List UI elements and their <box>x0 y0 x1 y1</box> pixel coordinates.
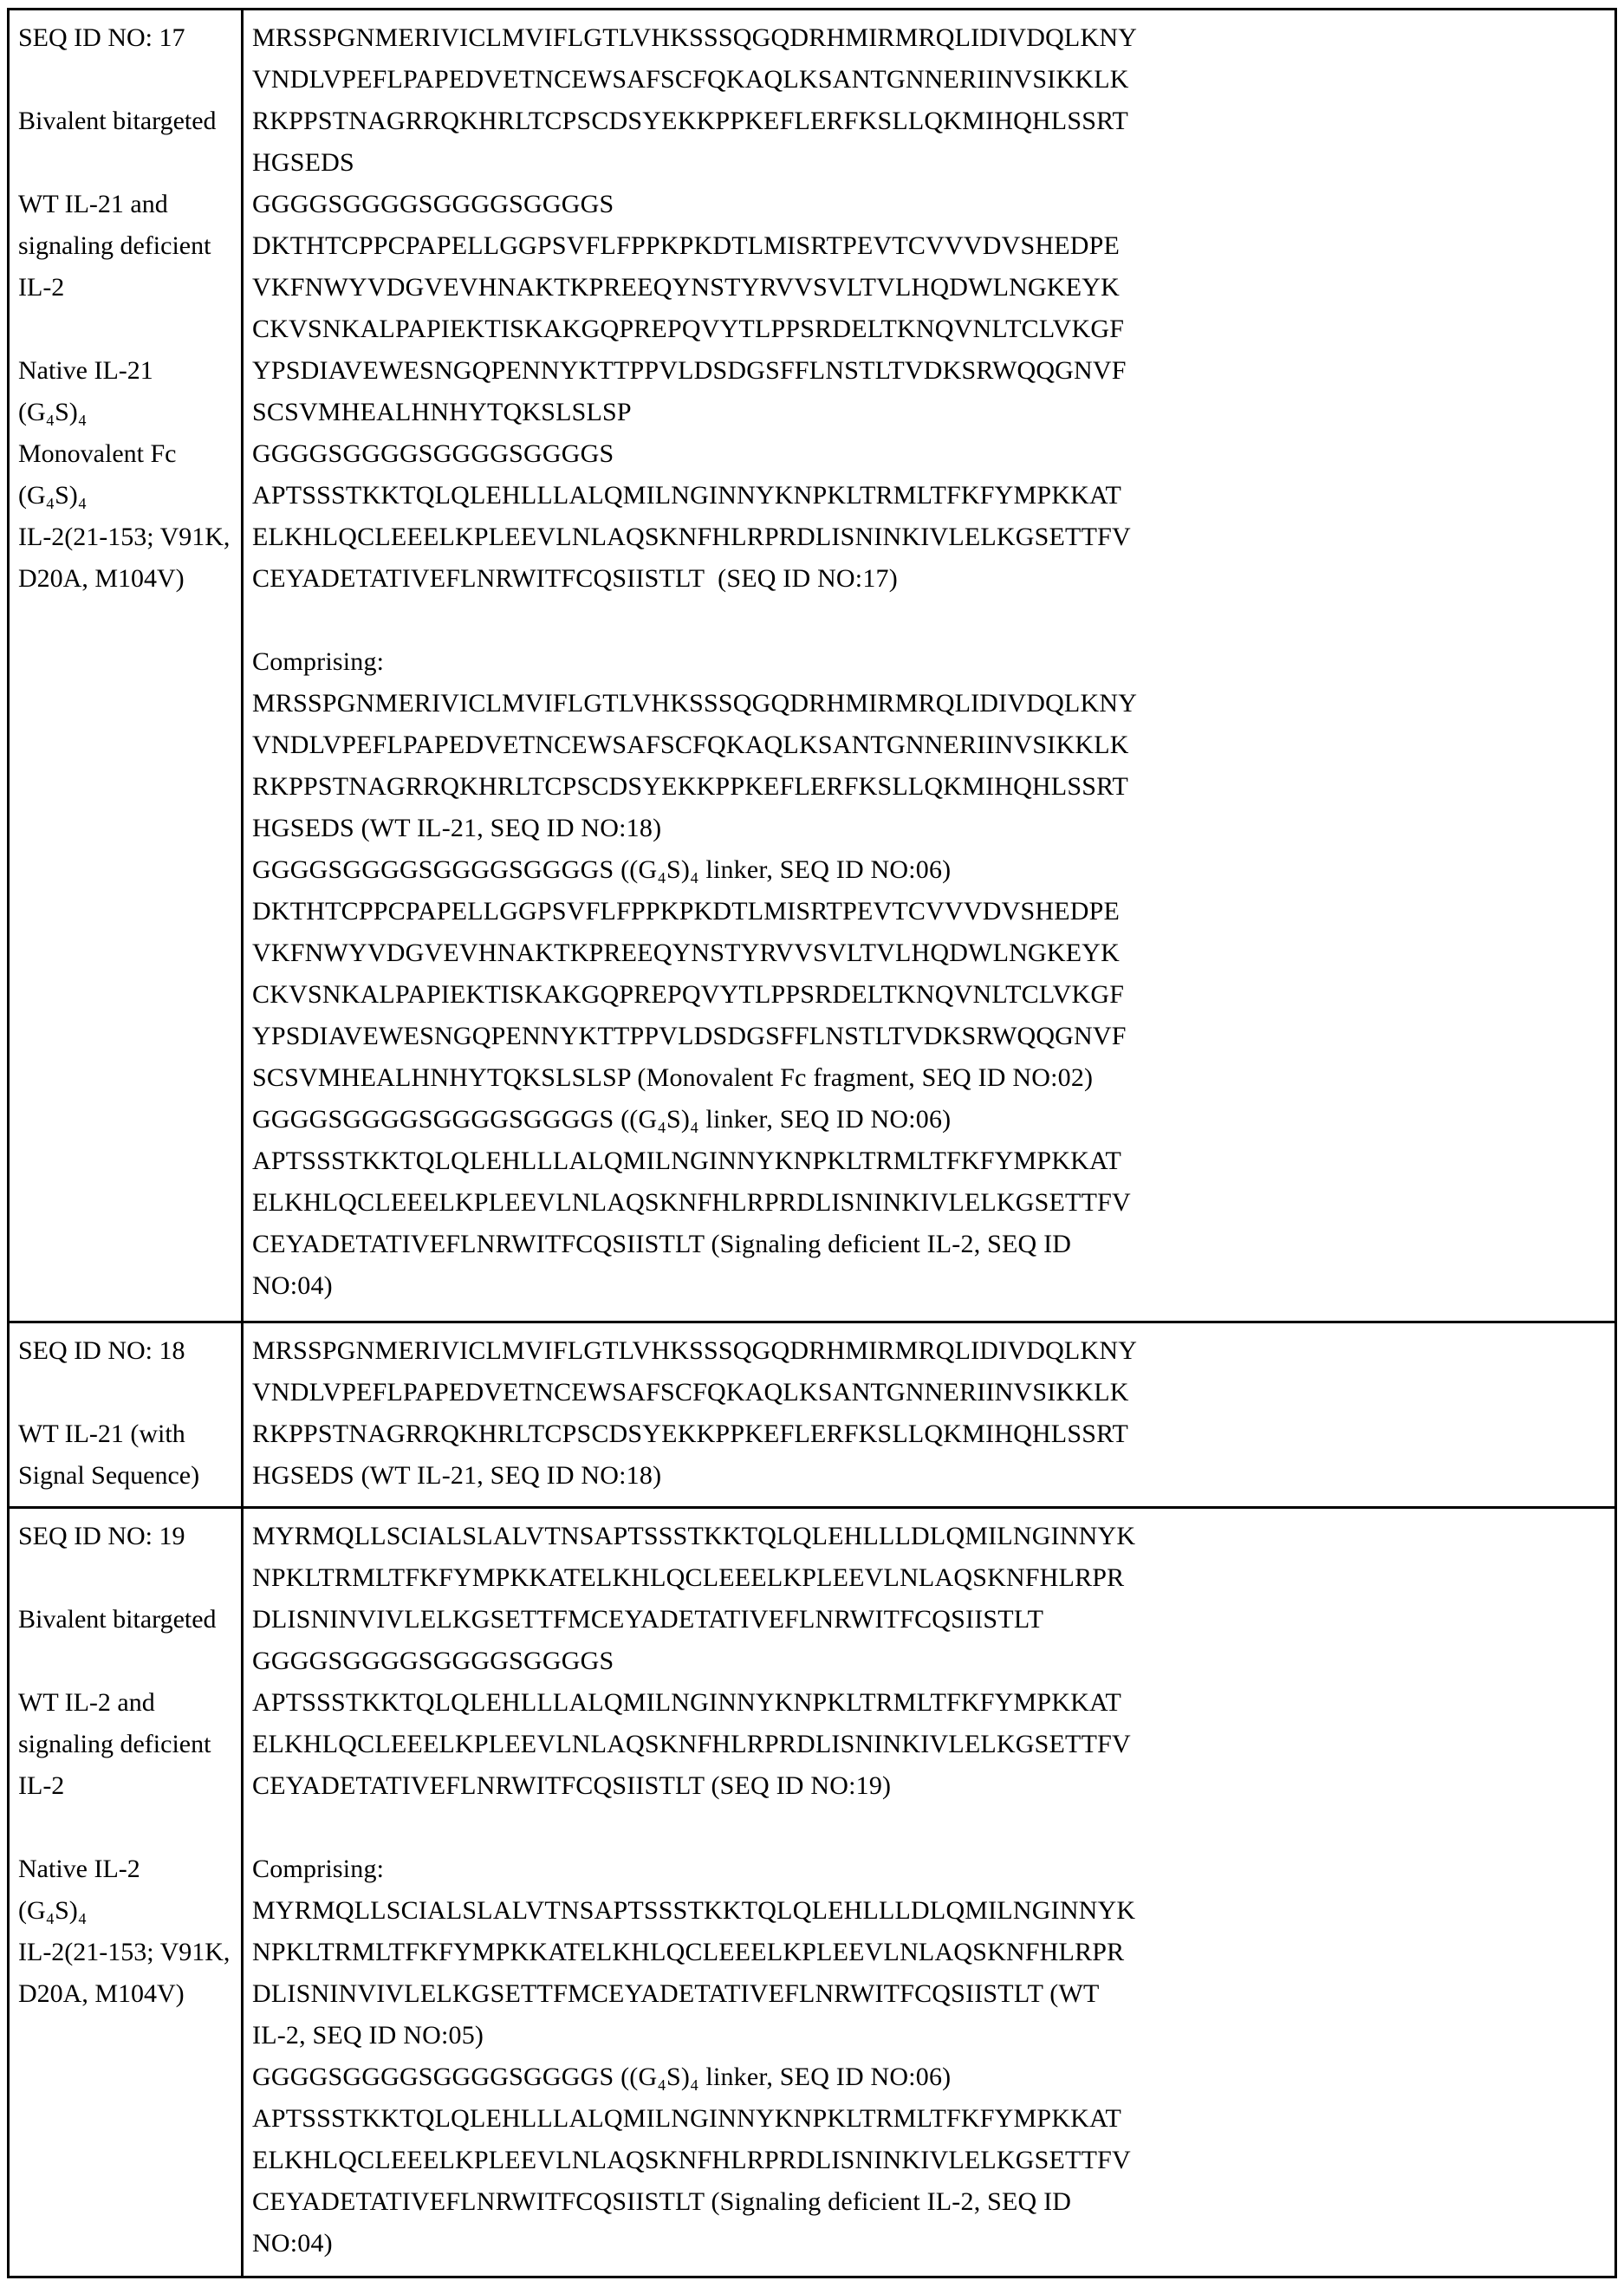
seq-id-19-sequence-cell: MYRMQLLSCIALSLALVTNSAPTSSSTKKTQLQLEHLLLDLQMILNGINNYK NPKLTRMLTFKFYMPKKATELKHLQCLEEELKPLEEVLNLAQSKNFHLRPR DLISNINVIVLELKGSETTFMCEYADETATIVEFLNRWITFCQSIISTLT GGGGSGGGGSGGGGSGGGGS APTSSSTKKTQLQLEHLLLALQMILNGINNYKNPKLTRMLTFKFYMPKKAT ELKHLQCLEEELKPLEEVLNLAQSKNFHLRPRDLISNINKIVLELKGSETTFV CEYADETATIVEFLNRWITFCQSIISTLT (SEQ ID NO:19) Comprising: MYRMQLLSCIALSLALVTNSAPTSSSTKKTQLQLEHLLLDLQMILNGINNYK NPKLTRMLTFKFYMPKKATELKHLQCLEEELKPLEEVLNLAQSKNFHLRPR DLISNINVIVLELKGSETTFMCEYADETATIVEFLNRWITFCQSIISTLT (WT IL-2, SEQ ID NO:05) GGGGSGGGGSGGGGSGGGGS ((G₄S)₄ linker, SEQ ID NO:06) APTSSSTKKTQLQLEHLLLALQMILNGINNYKNPKLTRMLTFKFYMPKKAT ELKHLQCLEEELKPLEEVLNLAQSKNFHLRPRDLISNINKIVLELKGSETTFV CEYADETATIVEFLNRWITFCQSIISTLT (Signaling deficient IL-2, SEQ ID NO:04) <box>243 1507 1616 2277</box>
seq-id-19-description-cell: SEQ ID NO: 19 Bivalent bitargeted WT IL-2 and signaling deficient IL-2 Native IL-2 (G₄S)₄ IL-2(21-153; V91K, D20A, M104V) <box>9 1507 243 2277</box>
seq-id-17-description-cell: SEQ ID NO: 17 Bivalent bitargeted WT IL-21 and signaling deficient IL-2 Native IL-21 (G₄S)₄ Monovalent Fc (G₄S)₄ IL-2(21-153; V91K, D20A, M104V) <box>9 10 243 1322</box>
sequence-listing-table <box>7 8 1617 2278</box>
seq-id-17-sequence-cell: MRSSPGNMERIVICLMVIFLGTLVHKSSSQGQDRHMIRMRQLIDIVDQLKNY VNDLVPEFLPAPEDVETNCEWSAFSCFQKAQLKSANTGNNERIINVSIKKLK RKPPSTNAGRRQKHRLTCPSCDSYEKKPPKEFLERFKSLLQKMIHQHLSSRT HGSEDS GGGGSGGGGSGGGGSGGGGS DKTHTCPPCPAPELLGGPSVFLFPPKPKDTLMISRTPEVTCVVVDVSHEDPE VKFNWYVDGVEVHNAKTKPREEQYNSTYRVVSVLTVLHQDWLNGKEYK CKVSNKALPAPIEKTISKAKGQPREPQVYTLPPSRDELTKNQVNLTCLVKGF YPSDIAVEWESNGQPENNYKTTPPVLDSDGSFFLNSTLTVDKSRWQQGNVF SCSVMHEALHNHYTQKSLSLSP GGGGSGGGGSGGGGSGGGGS APTSSSTKKTQLQLEHLLLALQMILNGINNYKNPKLTRMLTFKFYMPKKAT ELKHLQCLEEELKPLEEVLNLAQSKNFHLRPRDLISNINKIVLELKGSETTFV CEYADETATIVEFLNRWITFCQSIISTLT (SEQ ID NO:17) Comprising: MRSSPGNMERIVICLMVIFLGTLVHKSSSQGQDRHMIRMRQLIDIVDQLKNY VNDLVPEFLPAPEDVETNCEWSAFSCFQKAQLKSANTGNNERIINVSIKKLK RKPPSTNAGRRQKHRLTCPSCDSYEKKPPKEFLERFKSLLQKMIHQHLSSRT HGSEDS (WT IL-21, SEQ ID NO:18) GGGGSGGGGSGGGGSGGGGS ((G₄S)₄ linker, SEQ ID NO:06) DKTHTCPPCPAPELLGGPSVFLFPPKPKDTLMISRTPEVTCVVVDVSHEDPE VKFNWYVDGVEVHNAKTKPREEQYNSTYRVVSVLTVLHQDWLNGKEYK CKVSNKALPAPIEKTISKAKGQPREPQVYTLPPSRDELTKNQVNLTCLVKGF YPSDIAVEWESNGQPENNYKTTPPVLDSDGSFFLNSTLTVDKSRWQQGNVF SCSVMHEALHNHYTQKSLSLSP (Monovalent Fc fragment, SEQ ID NO:02) GGGGSGGGGSGGGGSGGGGS ((G₄S)₄ linker, SEQ ID NO:06) APTSSSTKKTQLQLEHLLLALQMILNGINNYKNPKLTRMLTFKFYMPKKAT ELKHLQCLEEELKPLEEVLNLAQSKNFHLRPRDLISNINKIVLELKGSETTFV CEYADETATIVEFLNRWITFCQSIISTLT (Signaling deficient IL-2, SEQ ID NO:04) <box>243 10 1616 1322</box>
table-row-seq-18 <box>9 1322 1616 1507</box>
table-row-seq-17 <box>9 10 1616 1322</box>
seq-id-18-sequence-cell: MRSSPGNMERIVICLMVIFLGTLVHKSSSQGQDRHMIRMRQLIDIVDQLKNY VNDLVPEFLPAPEDVETNCEWSAFSCFQKAQLKSANTGNNERIINVSIKKLK RKPPSTNAGRRQKHRLTCPSCDSYEKKPPKEFLERFKSLLQKMIHQHLSSRT HGSEDS (WT IL-21, SEQ ID NO:18) <box>243 1322 1616 1507</box>
seq-id-18-description-cell: SEQ ID NO: 18 WT IL-21 (with Signal Sequence) <box>9 1322 243 1507</box>
table-row-seq-19 <box>9 1507 1616 2277</box>
sequence-table-body <box>9 10 1616 2277</box>
